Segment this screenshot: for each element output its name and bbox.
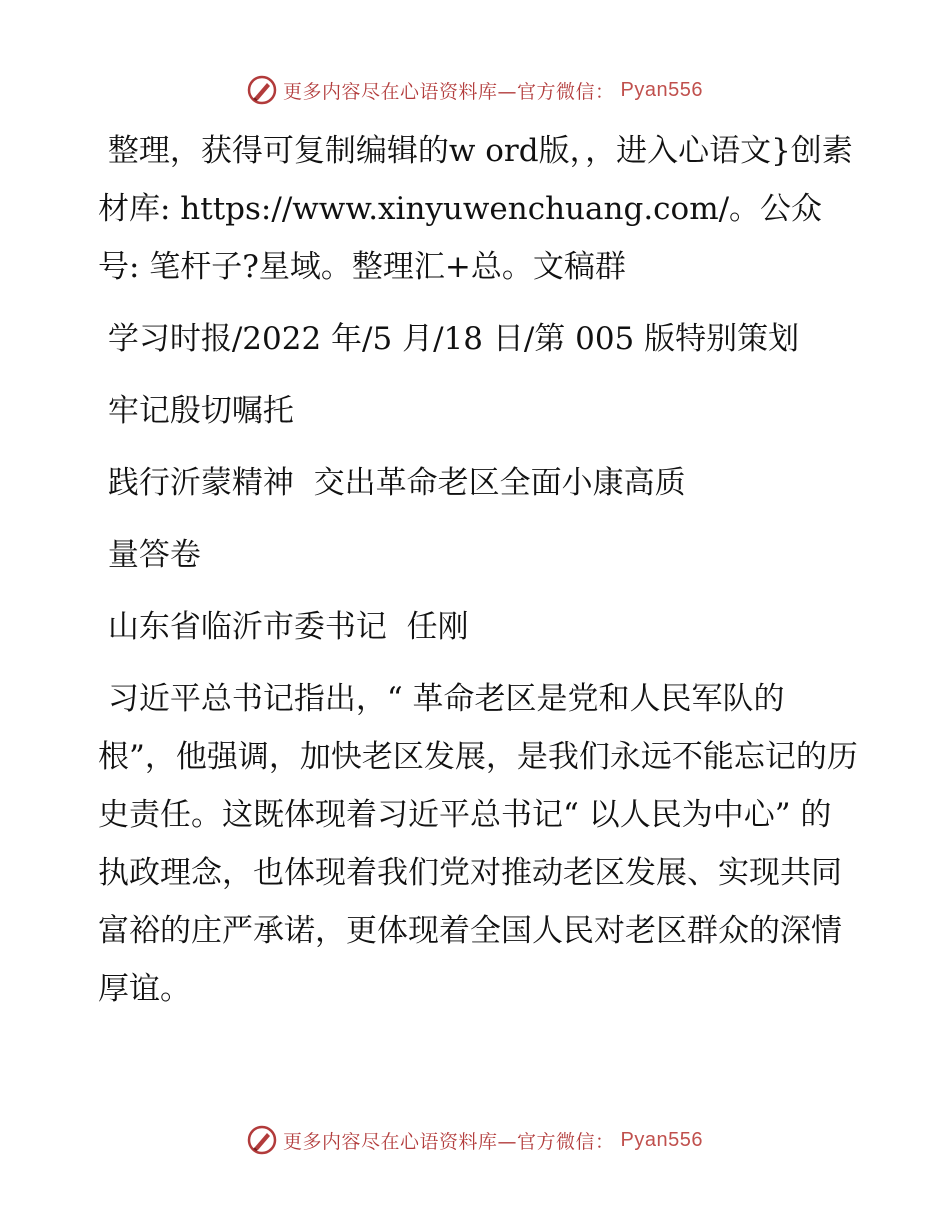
document-body — [98, 122, 858, 1032]
watermark-text: 更多内容尽在心语资料库—官方微信： — [283, 1130, 615, 1153]
pen-logo-icon — [247, 75, 277, 105]
watermark-handle: Pyan556 — [620, 1128, 703, 1151]
watermark-handle: Pyan556 — [620, 78, 703, 101]
author-line: 山东省临沂市委书记 任刚 — [98, 609, 469, 645]
title-line-2: 践行沂蒙精神 交出革命老区全面小康高质 — [98, 465, 686, 501]
title-line-3: 量答卷 — [98, 537, 201, 573]
paragraph-source: 学习时报/2022 年/5 月/18 日/第 005 版特别策划 — [98, 321, 800, 357]
watermark-text: 更多内容尽在心语资料库—官方微信： — [283, 80, 615, 103]
paragraph-intro: 整理，获得可复制编辑的w ord版，，进入心语文}创素材库: https://www.xinyuwenchuang.com/。公众号: 笔杆子?星域。整理汇+总。文稿群 — [98, 133, 853, 285]
pen-logo-icon — [247, 1125, 277, 1155]
header-watermark — [0, 70, 950, 110]
title-line-1: 牢记殷切嘱托 — [98, 393, 294, 429]
paragraph-body: 习近平总书记指出，“ 革命老区是党和人民军队的根”，他强调，加快老区发展，是我们永远不能忘记的历史责任。这既体现着习近平总书记“ 以人民为中心” 的执政理念，也体现着我们党对推动老区发展、实现共同富裕的庄严承诺，更体现着全国人民对老区群众的深情厚谊。 — [98, 681, 858, 1007]
footer-watermark — [0, 1120, 950, 1160]
